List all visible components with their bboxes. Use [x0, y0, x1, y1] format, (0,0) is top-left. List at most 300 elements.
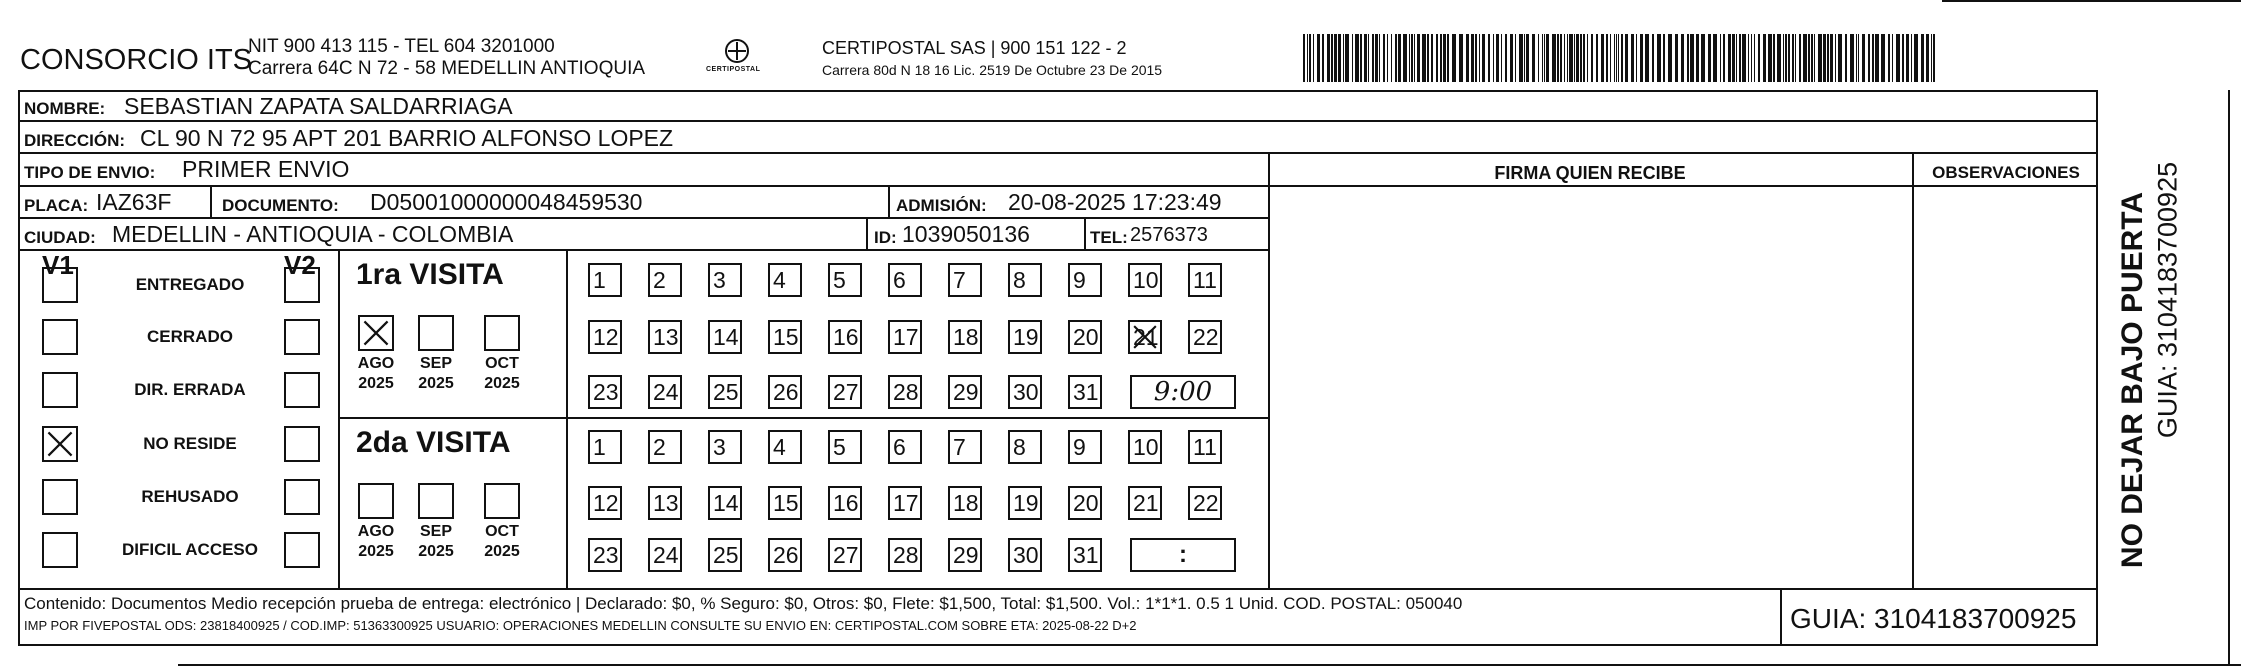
v1-checkbox[interactable] — [42, 532, 78, 568]
company-name: CONSORCIO ITS — [20, 44, 253, 76]
first-day-box[interactable] — [708, 375, 742, 409]
second-day-box[interactable] — [828, 486, 862, 520]
second-day-box[interactable] — [1008, 430, 1042, 464]
first-month-label: OCT — [485, 355, 519, 372]
first-day-box[interactable] — [888, 263, 922, 297]
barcode-bar — [1447, 34, 1449, 82]
first-day-box[interactable] — [1068, 375, 1102, 409]
barcode-bar — [1436, 34, 1438, 82]
barcode-bar — [1838, 34, 1842, 82]
second-day-number: 27 — [833, 542, 859, 568]
barcode-bar — [1411, 34, 1413, 82]
barcode-bar — [1452, 34, 1456, 82]
second-month-checkbox[interactable] — [484, 483, 520, 519]
first-day-number: 12 — [593, 324, 619, 350]
v2-checkbox[interactable] — [284, 479, 320, 515]
second-day-box[interactable] — [708, 538, 742, 572]
first-day-box[interactable] — [1068, 263, 1102, 297]
first-day-box[interactable] — [588, 320, 622, 354]
second-day-number: 9 — [1073, 434, 1086, 460]
barcode-bar — [1792, 34, 1794, 82]
barcode-bar — [1856, 34, 1857, 82]
admission-label: ADMISIÓN: — [896, 196, 987, 215]
second-day-number: 16 — [833, 490, 859, 516]
barcode-bar — [1475, 34, 1477, 82]
v2-checkbox[interactable] — [284, 426, 320, 462]
second-day-number: 13 — [653, 490, 679, 516]
barcode-bar — [1713, 34, 1717, 82]
barcode-bar — [1773, 34, 1775, 82]
imp-line: IMP POR FIVEPOSTAL ODS: 23818400925 / COD.IMP: 51363300925 USUARIO: OPERACIONES MEDELLIN CONSULTE SU ENVIO EN: CERTIPOSTAL.COM SOBRE ETA: 2025-08-22 D+2 — [24, 618, 1137, 633]
second-day-box[interactable] — [1008, 486, 1042, 520]
barcode-bar — [1334, 34, 1337, 82]
barcode-bar — [1858, 34, 1859, 82]
status-label: REHUSADO — [141, 487, 239, 506]
barcode-bar — [1331, 34, 1333, 82]
barcode-bar — [1696, 34, 1699, 82]
second-day-number: 1 — [593, 434, 606, 460]
barcode-bar — [1313, 34, 1314, 82]
document-label: DOCUMENTO: — [222, 196, 339, 215]
first-day-number: 14 — [713, 324, 739, 350]
status-label: CERRADO — [147, 327, 233, 346]
x-mark-icon — [360, 317, 392, 349]
second-day-number: 7 — [953, 434, 966, 460]
barcode-bar — [1906, 34, 1909, 82]
barcode-bar — [1723, 34, 1725, 82]
second-day-box[interactable] — [1128, 430, 1162, 464]
second-month-label: SEP — [419, 523, 452, 540]
v2-checkbox[interactable] — [284, 267, 320, 303]
second-day-box[interactable] — [708, 430, 742, 464]
first-day-box[interactable] — [948, 320, 982, 354]
second-day-number: 4 — [773, 434, 786, 460]
plate-label: PLACA: — [24, 196, 89, 215]
first-day-box[interactable] — [1188, 320, 1222, 354]
first-day-box[interactable] — [1128, 320, 1162, 354]
observations-label: OBSERVACIONES — [1932, 163, 2080, 182]
barcode-bar — [1742, 34, 1746, 82]
barcode-bar — [1431, 34, 1433, 82]
second-day-box[interactable] — [588, 430, 622, 464]
barcode-bar — [1338, 34, 1341, 82]
barcode-bar — [1803, 34, 1807, 82]
first-day-number: 19 — [1013, 324, 1039, 350]
first-day-box[interactable] — [828, 375, 862, 409]
v2-checkbox[interactable] — [284, 372, 320, 408]
first-day-box[interactable] — [708, 320, 742, 354]
recipient-name: SEBASTIAN ZAPATA SALDARRIAGA — [124, 93, 513, 119]
barcode-bar — [1601, 34, 1604, 82]
first-day-box[interactable] — [1008, 263, 1042, 297]
logo-text: CERTIPOSTAL — [706, 66, 761, 73]
second-month-checkbox[interactable] — [418, 483, 454, 519]
barcode-bar — [1728, 34, 1731, 82]
barcode-bar — [1398, 34, 1401, 82]
barcode-bar — [1417, 34, 1420, 82]
first-day-number: 17 — [893, 324, 919, 350]
second-day-box[interactable] — [888, 538, 922, 572]
second-day-box[interactable] — [948, 538, 982, 572]
barcode-bar — [1732, 34, 1735, 82]
second-day-number: 17 — [893, 490, 919, 516]
barcode-bar — [1372, 34, 1374, 82]
second-day-box[interactable] — [588, 538, 622, 572]
second-day-box[interactable] — [708, 486, 742, 520]
second-day-box[interactable] — [1188, 430, 1222, 464]
second-day-box[interactable] — [828, 538, 862, 572]
status-label: DIFICIL ACCESO — [121, 540, 258, 559]
barcode-bar — [1862, 34, 1865, 82]
first-day-number: 25 — [713, 379, 739, 405]
barcode-bar — [1835, 34, 1836, 82]
barcode-bar — [1758, 34, 1760, 82]
barcode-bar — [1327, 34, 1330, 82]
second-day-number: 14 — [713, 490, 739, 516]
first-day-box[interactable] — [1128, 263, 1162, 297]
barcode-bar — [1479, 34, 1480, 82]
first-year-label: 2025 — [358, 375, 394, 392]
first-day-number: 15 — [773, 324, 799, 350]
second-day-box[interactable] — [1068, 538, 1102, 572]
second-day-box[interactable] — [648, 538, 682, 572]
barcode-bar — [1799, 34, 1801, 82]
second-day-number: 19 — [1013, 490, 1039, 516]
first-year-label: 2025 — [418, 375, 454, 392]
barcode-bar — [1926, 34, 1929, 82]
barcode-bar — [1466, 34, 1469, 82]
id-label: ID: — [874, 228, 897, 247]
second-day-number: 18 — [953, 490, 979, 516]
barcode-bar — [1902, 34, 1904, 82]
second-time-value: : — [1179, 541, 1187, 568]
barcode-bar — [1360, 34, 1362, 82]
barcode-bar — [1631, 34, 1634, 82]
barcode-bar — [1868, 34, 1870, 82]
barcode-bar — [1355, 34, 1359, 82]
second-day-number: 23 — [593, 542, 619, 568]
first-month-checkbox[interactable] — [484, 315, 520, 351]
tel-value: 2576373 — [1130, 224, 1208, 246]
barcode-bar — [1567, 34, 1568, 82]
v1-checkbox[interactable] — [42, 267, 78, 303]
address-label: DIRECCIÓN: — [24, 131, 126, 150]
barcode-bar — [1675, 34, 1678, 82]
first-day-box[interactable] — [888, 320, 922, 354]
barcode-bar — [1471, 34, 1474, 82]
barcode-bar — [1614, 34, 1615, 82]
first-day-number: 11 — [1193, 267, 1217, 293]
second-day-number: 2 — [653, 434, 666, 460]
first-day-number: 26 — [773, 379, 799, 405]
first-day-number: 18 — [953, 324, 979, 350]
barcode-bar — [1587, 34, 1588, 82]
signature-label: FIRMA QUIEN RECIBE — [1494, 163, 1686, 183]
barcode-bar — [1768, 34, 1772, 82]
first-day-number: 29 — [953, 379, 979, 405]
second-day-box[interactable] — [828, 430, 862, 464]
second-day-box[interactable] — [948, 486, 982, 520]
second-day-box[interactable] — [768, 486, 802, 520]
second-day-number: 12 — [593, 490, 619, 516]
barcode-bar — [1574, 34, 1575, 82]
barcode-bar — [1583, 34, 1585, 82]
second-month-label: AGO — [357, 523, 395, 540]
first-day-box[interactable] — [1008, 375, 1042, 409]
status-label: DIR. ERRADA — [134, 380, 246, 399]
barcode-bar — [1618, 34, 1619, 82]
barcode-bar — [1783, 34, 1784, 82]
first-day-box[interactable] — [708, 263, 742, 297]
barcode-bar — [1823, 34, 1826, 82]
barcode-bar — [1914, 34, 1918, 82]
barcode-bar — [1645, 34, 1649, 82]
barcode-bar — [1748, 34, 1749, 82]
second-day-box[interactable] — [588, 486, 622, 520]
first-day-box[interactable] — [828, 263, 862, 297]
second-year-label: 2025 — [484, 543, 520, 560]
second-day-box[interactable] — [768, 538, 802, 572]
second-day-box[interactable] — [1068, 486, 1102, 520]
barcode-bar — [1911, 34, 1912, 82]
second-day-box[interactable] — [1068, 430, 1102, 464]
second-day-box[interactable] — [648, 430, 682, 464]
second-day-number: 5 — [833, 434, 846, 460]
barcode-bar — [1830, 34, 1833, 82]
barcode-bar — [1811, 34, 1813, 82]
barcode-bar — [1482, 34, 1485, 82]
barcode-bar — [1621, 34, 1623, 82]
barcode-bar — [1850, 34, 1854, 82]
barcode-bar — [1552, 34, 1556, 82]
barcode-bar — [1557, 34, 1559, 82]
first-day-number: 27 — [833, 379, 859, 405]
barcode-bar — [1532, 34, 1535, 82]
barcode-bar — [1352, 34, 1353, 82]
first-time-box — [1130, 375, 1236, 409]
plate-value: IAZ63F — [96, 189, 172, 215]
barcode-bar — [1596, 34, 1598, 82]
status-label: NO RESIDE — [143, 434, 237, 453]
barcode-bar — [1751, 34, 1752, 82]
barcode-bar — [1569, 34, 1573, 82]
second-visit-title: 2da VISITA — [356, 426, 511, 459]
second-day-number: 24 — [653, 542, 679, 568]
barcode-bar — [1364, 34, 1367, 82]
barcode-bar — [1640, 34, 1643, 82]
second-day-number: 26 — [773, 542, 799, 568]
second-day-number: 29 — [953, 542, 979, 568]
barcode-bar — [1395, 34, 1397, 82]
barcode-bar — [1625, 34, 1628, 82]
second-year-label: 2025 — [358, 543, 394, 560]
barcode-bar — [1808, 34, 1810, 82]
content-line: Contenido: Documentos Medio recepción prueba de entrega: electrónico | Declarado: $0, % Seguro: $0, Otros: $0, Flete: $1,500, Total: $1,500. Vol.: 1*1*1. 0.5 1 Unid. COD. POSTAL: 050040 — [24, 594, 1463, 613]
first-day-number: 8 — [1013, 267, 1026, 293]
first-year-label: 2025 — [484, 375, 520, 392]
first-day-box[interactable] — [768, 263, 802, 297]
first-day-box[interactable] — [588, 375, 622, 409]
first-day-number: 1 — [593, 267, 606, 293]
first-day-box[interactable] — [948, 375, 982, 409]
barcode-bar — [1708, 34, 1711, 82]
second-day-number: 10 — [1133, 434, 1159, 460]
first-day-box[interactable] — [1008, 320, 1042, 354]
first-day-box[interactable] — [648, 263, 682, 297]
barcode-bar — [1317, 34, 1320, 82]
second-day-number: 21 — [1133, 490, 1159, 516]
first-day-number: 31 — [1073, 379, 1099, 405]
barcode-bar — [1515, 34, 1516, 82]
barcode-bar — [1488, 34, 1490, 82]
company-nit: NIT 900 413 115 - TEL 604 3201000 — [248, 36, 555, 57]
barcode-bar — [1845, 34, 1847, 82]
admission-value: 20-08-2025 17:23:49 — [1008, 189, 1222, 215]
barcode-bar — [1580, 34, 1582, 82]
second-time-box — [1130, 538, 1236, 572]
x-mark-icon — [1130, 322, 1160, 352]
first-day-number: 16 — [833, 324, 859, 350]
first-day-number: 3 — [713, 267, 726, 293]
city-label: CIUDAD: — [24, 228, 96, 247]
second-day-box[interactable] — [1008, 538, 1042, 572]
first-month-checkbox[interactable] — [418, 315, 454, 351]
courier-logo — [706, 36, 762, 86]
barcode-bar — [1387, 34, 1388, 82]
second-month-checkbox[interactable] — [358, 483, 394, 519]
barcode-bar — [1606, 34, 1608, 82]
second-day-number: 20 — [1073, 490, 1099, 516]
v1-header: V1 — [42, 250, 74, 280]
first-day-box[interactable] — [828, 320, 862, 354]
barcode-bar — [1496, 34, 1499, 82]
barcode-bar — [1739, 34, 1741, 82]
barcode-bar — [1427, 34, 1429, 82]
barcode-bar — [1493, 34, 1494, 82]
v2-checkbox[interactable] — [284, 319, 320, 355]
first-day-box[interactable] — [648, 320, 682, 354]
second-day-number: 22 — [1193, 490, 1219, 516]
second-day-box[interactable] — [1128, 486, 1162, 520]
barcode-bar — [1754, 34, 1755, 82]
barcode-bar — [1663, 34, 1665, 82]
first-day-number: 13 — [653, 324, 679, 350]
barcode-bar — [1519, 34, 1523, 82]
barcode-bar — [1872, 34, 1874, 82]
barcode-bar — [1636, 34, 1637, 82]
first-day-number: 28 — [893, 379, 919, 405]
first-day-number: 24 — [653, 379, 679, 405]
barcode-bar — [1657, 34, 1661, 82]
second-day-box[interactable] — [648, 486, 682, 520]
first-day-number: 2 — [653, 267, 666, 293]
barcode-bar — [1788, 34, 1790, 82]
barcode-bar — [1560, 34, 1562, 82]
first-day-box[interactable] — [648, 375, 682, 409]
barcode-bar — [1459, 34, 1463, 82]
barcode-bar — [1375, 34, 1378, 82]
side-guide: GUIA: 3104183700925 — [2152, 161, 2183, 439]
tel-label: TEL: — [1090, 228, 1128, 247]
courier-name: CERTIPOSTAL SAS | 900 151 122 - 2 — [822, 38, 1127, 58]
barcode-bar — [1322, 34, 1324, 82]
first-day-number: 23 — [593, 379, 619, 405]
x-mark-icon — [44, 428, 76, 460]
barcode-bar — [1736, 34, 1737, 82]
second-day-number: 30 — [1013, 542, 1039, 568]
barcode-bar — [1668, 34, 1672, 82]
barcode-bar — [1785, 34, 1787, 82]
first-day-number: 7 — [953, 267, 966, 293]
barcode-bar — [1526, 34, 1529, 82]
barcode-bar — [1542, 34, 1543, 82]
barcode-bar — [1538, 34, 1539, 82]
second-day-number: 8 — [1013, 434, 1026, 460]
second-day-number: 3 — [713, 434, 726, 460]
barcode-bar — [1610, 34, 1611, 82]
barcode-bar — [1303, 34, 1305, 82]
barcode-bar — [1309, 34, 1311, 82]
first-day-box[interactable] — [948, 263, 982, 297]
second-day-box[interactable] — [888, 430, 922, 464]
first-day-box[interactable] — [1068, 320, 1102, 354]
barcode-bar — [1616, 34, 1617, 82]
footer-guide: GUIA: 3104183700925 — [1790, 603, 2077, 634]
v2-checkbox[interactable] — [284, 532, 320, 568]
second-day-number: 11 — [1193, 434, 1217, 460]
barcode-bar — [1921, 34, 1924, 82]
first-day-box[interactable] — [768, 320, 802, 354]
barcode-bar — [1546, 34, 1549, 82]
first-month-checkbox[interactable] — [358, 315, 394, 351]
v1-checkbox[interactable] — [42, 479, 78, 515]
barcode-bar — [1307, 34, 1308, 82]
first-day-box[interactable] — [888, 375, 922, 409]
first-day-number: 6 — [893, 267, 906, 293]
second-year-label: 2025 — [418, 543, 454, 560]
side-warning: NO DEJAR BAJO PUERTA — [2116, 191, 2149, 569]
second-day-number: 28 — [893, 542, 919, 568]
barcode-bar — [1896, 34, 1900, 82]
second-day-box[interactable] — [1188, 486, 1222, 520]
first-time-value: 9:00 — [1153, 377, 1213, 407]
v1-checkbox[interactable] — [42, 319, 78, 355]
barcode-bar — [1933, 34, 1935, 82]
v2-header: V2 — [284, 250, 316, 280]
second-day-box[interactable] — [948, 430, 982, 464]
barcode-bar — [1827, 34, 1829, 82]
v1-checkbox[interactable] — [42, 426, 78, 462]
barcode-bar — [1501, 34, 1502, 82]
barcode-bar — [1379, 34, 1380, 82]
second-day-number: 15 — [773, 490, 799, 516]
second-day-box[interactable] — [888, 486, 922, 520]
first-day-box[interactable] — [768, 375, 802, 409]
id-value: 1039050136 — [902, 221, 1030, 247]
first-month-label: AGO — [357, 355, 395, 372]
barcode-bar — [1720, 34, 1721, 82]
first-day-box[interactable] — [1188, 263, 1222, 297]
first-day-number: 10 — [1133, 267, 1159, 293]
barcode-bar — [1368, 34, 1369, 82]
v1-checkbox[interactable] — [42, 372, 78, 408]
second-day-box[interactable] — [768, 430, 802, 464]
barcode-bar — [1681, 34, 1684, 82]
barcode-bar — [1892, 34, 1893, 82]
second-month-label: OCT — [485, 523, 519, 540]
first-day-box[interactable] — [588, 263, 622, 297]
barcode-bar — [1510, 34, 1513, 82]
